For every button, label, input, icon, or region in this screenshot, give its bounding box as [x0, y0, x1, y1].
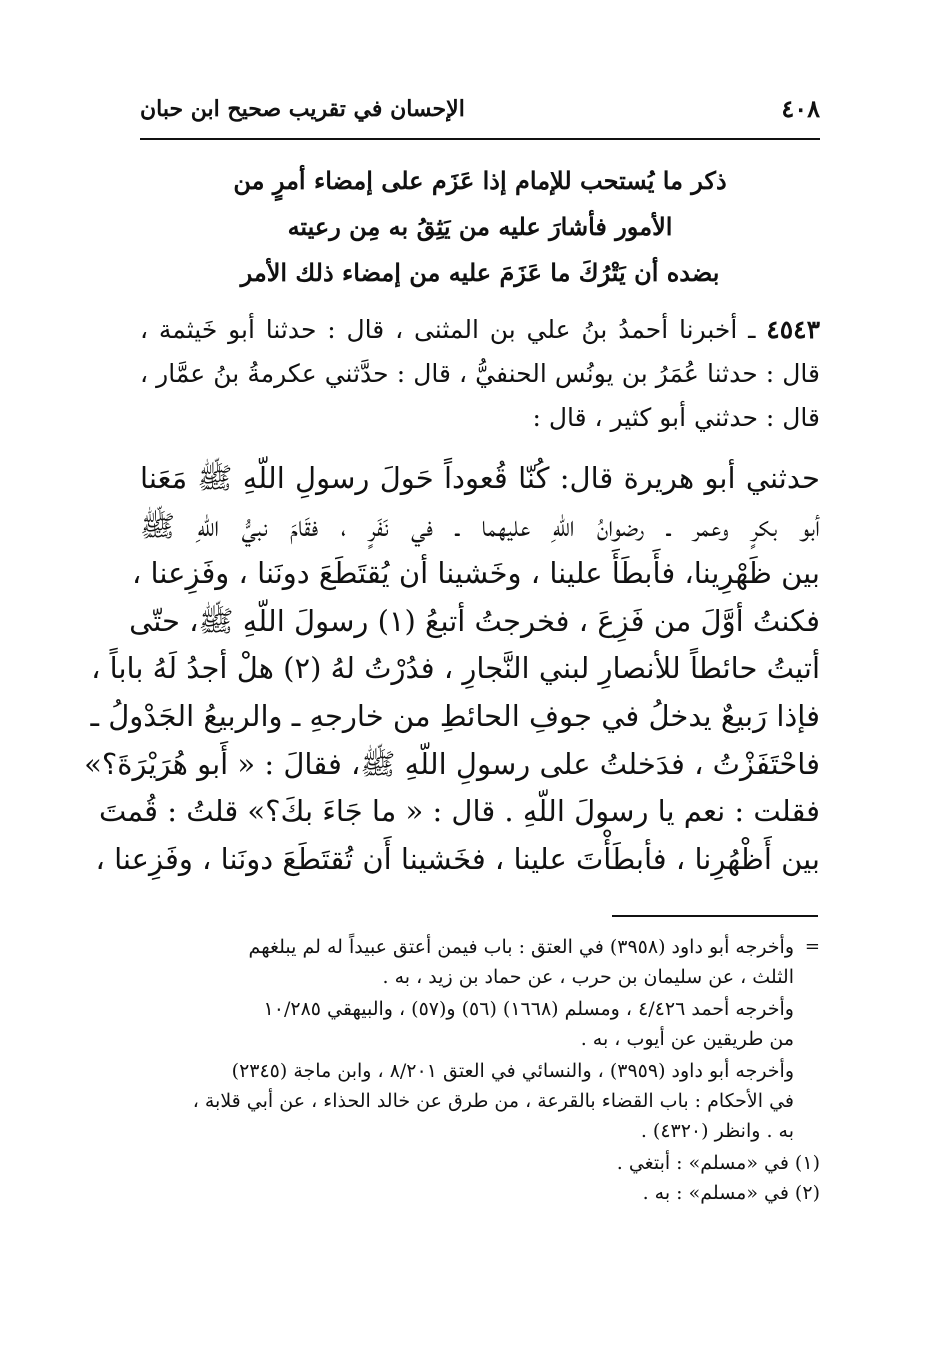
chapter-heading-line: ذكر ما يُستحب للإمام إذا عَزَم على إمضاء أمرٍ من — [233, 166, 727, 195]
matn-line: فقلت : نعم يا رسولَ اللّهِ . قال : « ما جَاءَ بكَ؟» قلتُ : قُمتَ — [98, 794, 820, 829]
chapter-heading-line: الأمور فأشارَ عليه من يَثِقُ به مِن رعيته — [287, 212, 673, 241]
page-number: ٤٠٨ — [781, 94, 820, 123]
matn-line: بين ظَهْرِينا، فأَبطَأَ علينا ، وخَشينا أن يُقتَطَعَ دونَنا ، وفَزِعنا ، — [131, 556, 820, 591]
footnote-separator — [612, 915, 818, 917]
matn-line: بين أَظْهُرِنا ، فأبطَأْتَ علينا ، فخَشينا أَن تُقتَطَعَ دونَنا ، وفَزِعنا ، — [95, 841, 820, 876]
hadith-matn — [84, 455, 820, 883]
chapter-heading-line: بضده أن يَتْرُكَ ما عَزَمَ عليه من إمضاء ذلك الأمر — [240, 258, 720, 287]
footnote-continuation — [140, 932, 820, 992]
footnote-line: من طريقين عن أيوب ، به . — [580, 1028, 794, 1050]
footnote-continuation — [140, 1056, 820, 1146]
matn-line: أتيتُ حائطاً للأنصارِ لبني النَّجارِ ، فدُرْتُ لهُ (٢) هلْ أجدُ لَهُ باباً ، — [91, 651, 820, 686]
isnad-text: ـ أخبرنا أحمدُ بنُ علي بن المثنى ، قال : حدثنا أبو خَيثمة ، قال : حدثنا عُمَرُ بن يونُس الحنفيُّ ، قال : حدَّثني عكرمةُ بنُ عمَّار ، قال : حدثني أبو كثير ، قال : — [140, 315, 820, 432]
matn-line: فاحْتَفَزْتُ ، فدَخلتُ على رسولِ اللّهِ ﷺ، فقالَ : « أَبو هُرَيْرَةَ؟» — [84, 746, 820, 781]
footnotes — [140, 932, 820, 1208]
footnote-line: = وأخرجه أبو داود (٣٩٥٨) في العتق : باب فيمن أعتق عبيداً له لم يبلغهم — [248, 936, 794, 958]
book-title: الإحسان في تقريب صحيح ابن حبان — [140, 96, 465, 122]
chapter-heading — [140, 158, 820, 296]
footnote-continuation — [140, 994, 820, 1054]
hadith-number: ٤٥٤٣ — [766, 315, 820, 344]
hadith-isnad — [140, 308, 820, 440]
matn-line: فكنتُ أوَّلَ من فَزِعَ ، فخرجتُ أتبعُ (١) رسولَ اللّهِ ﷺ، حتّى — [129, 603, 820, 638]
matn-line: فإذا رَبيعٌ يدخلُ في جوفِ الحائطِ من خارجهِ ـ والربيعُ الجَدْولُ ـ — [90, 698, 820, 733]
footnote-line: في الأحكام : باب القضاء بالقرعة ، من طرق عن خالد الحذاء ، عن أبي قلابة ، — [192, 1090, 794, 1112]
footnote-line: به . وانظر (٤٣٢٠) . — [640, 1120, 794, 1142]
matn-line: أبو بكرٍ وعمر ـ رضوانُ اللّهِ عليهما ـ في نَفَرٍ ، فقَامَ نبيُّ اللّهِ ﷺ — [140, 508, 820, 543]
footnote-line: وأخرجه أبو داود (٣٩٥٩) ، والنسائي في العتق ٨/٢٠١ ، وابن ماجة (٢٣٤٥) — [231, 1060, 794, 1082]
footnote-line: وأخرجه أحمد ٤/٤٢٦ ، ومسلم (١٦٦٨) (٥٦) و(٥٧) ، والبيهقي ١٠/٢٨٥ — [263, 998, 794, 1020]
matn-line: حدثني أبو هريرة قال: كُنّا قُعوداً حَولَ رسولِ اللّهِ ﷺ مَعَنا — [140, 461, 820, 495]
header-rule — [140, 138, 820, 140]
footnote-line: الثلث ، عن سليمان بن حرب ، عن حماد بن زيد ، به . — [382, 966, 794, 988]
footnote-1: (١) في «مسلم» : أبتغي . — [616, 1152, 820, 1174]
footnote-2: (٢) في «مسلم» : به . — [642, 1182, 820, 1204]
running-header — [140, 92, 820, 132]
